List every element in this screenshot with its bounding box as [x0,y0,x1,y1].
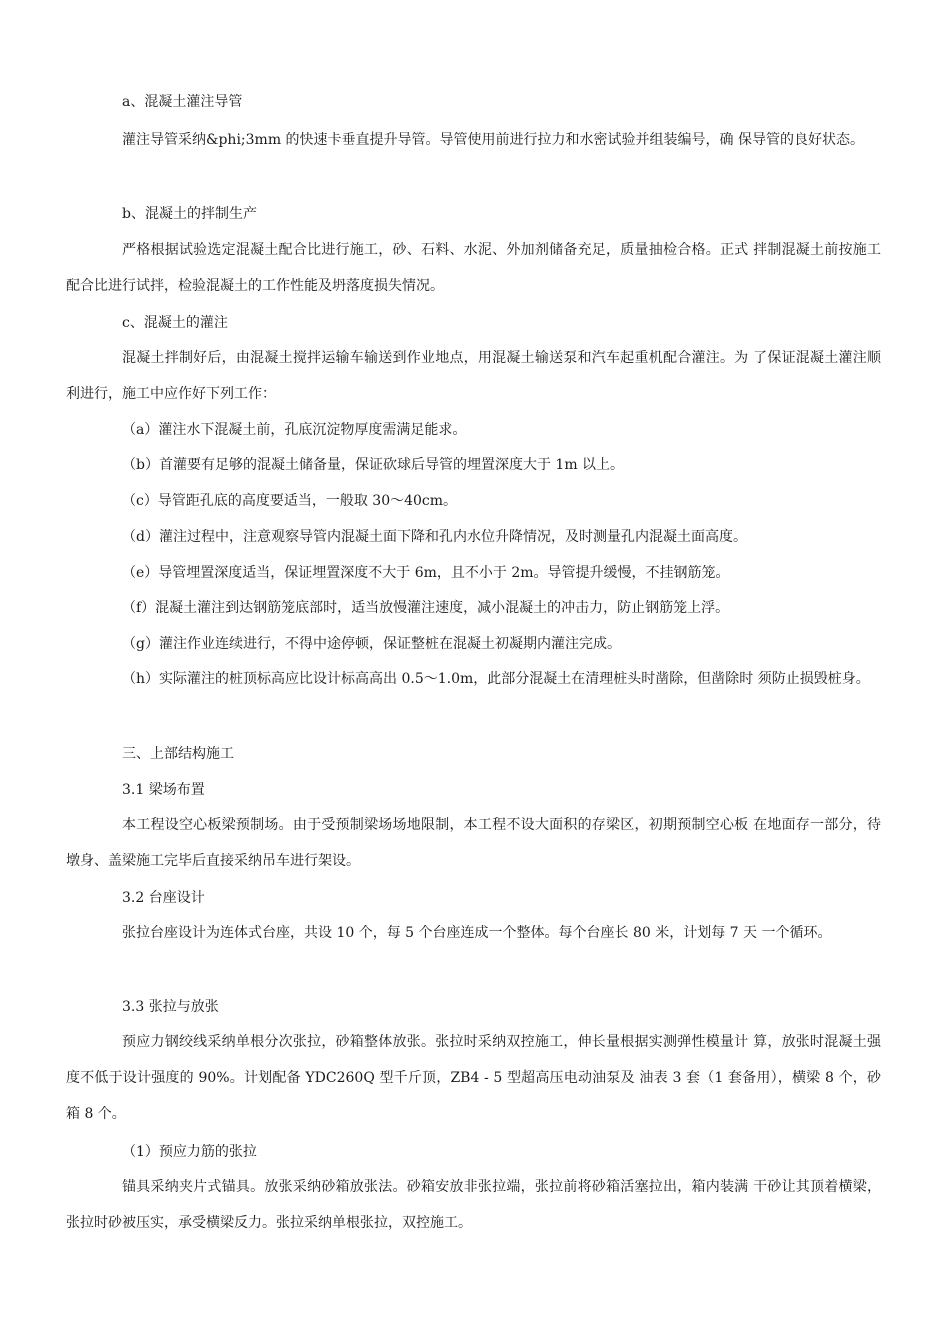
subheading-conduit: a、混凝土灌注导管 [122,94,243,110]
paragraph-pedestal: 张拉台座设计为连体式台座，共设 10 个，每 5 个台座连成一个整体。每个台座长 80 米，计划每 7 天 一个循环。 [122,925,832,941]
list-item-h: （h）实际灌注的桩顶标高应比设计标高高出 0.5〜1.0m，此部分混凝土在清理桩头时凿除，但凿除时 须防止损毁桩身。 [122,671,870,687]
list-item-b: （b）首灌要有足够的混凝土储备量，保证砍球后导管的埋置深度大于 1m 以上。 [122,457,625,473]
paragraph-prestress-tendon: 锚具采纳夹片式锚具。放张采纳砂箱放张法。砂箱安放非张拉端，张拉前将砂箱活塞拉出，箱内装满 干砂让其顶着横梁，张拉时砂被压实，承受横梁反力。张拉采纳单根张拉，双控施工。 [66,1179,881,1231]
paragraph-tensioning: 预应力钢绞线采纳单根分次张拉，砂箱整体放张。张拉时采纳双控施工，伸长量根据实测弹性模量计 算，放张时混凝土强度不低于设计强度的 90%。计划配备 YDC260Q 型千斤顶，ZB4 - 5 型超高压电动油泵及 油表 3 套（1 套备用），横梁 8 个，砂箱 8 个。 [66,1034,881,1122]
list-item-d: （d）灌注过程中，注意观察导管内混凝土面下降和孔内水位升降情况，及时测量孔内混凝土面高度。 [122,529,747,545]
list-item-e: （e）导管埋置深度适当，保证埋置深度不大于 6m，且不小于 2m。导管提升缓慢，不挂钢筋笼。 [122,565,730,581]
paragraph-pouring: 混凝土拌制好后，由混凝土搅拌运输车输送到作业地点，用混凝土输送泵和汽车起重机配合灌注。为 了保证混凝土灌注顺利进行，施工中应作好下列工作： [66,350,881,402]
paragraph-mixing: 严格根据试验选定混凝土配合比进行施工，砂、石料、水泥、外加剂储备充足，质量抽检合格。正式 拌制混凝土前按施工配合比进行试拌，检验混凝土的工作性能及坍落度损失情况。 [66,242,881,294]
list-item-f: （f）混凝土灌注到达钢筋笼底部时，适当放慢灌注速度，减小混凝土的冲击力，防止钢筋笼上浮。 [122,600,730,616]
subheading-pouring: c、混凝土的灌注 [122,315,228,331]
paragraph-beam-yard: 本工程设空心板梁预制场。由于受预制梁场场地限制，本工程不设大面积的存梁区，初期预制空心板 在地面存一部分，待墩身、盖梁施工完毕后直接采纳吊车进行架设。 [66,817,881,869]
paragraph-conduit: 灌注导管采纳&phi;3mm 的快速卡垂直提升导管。导管使用前进行拉力和水密试验并组装编号，确 保导管的良好状态。 [122,132,864,148]
subheading-mixing: b、混凝土的拌制生产 [122,206,257,222]
subheading-prestress-tendon: （1）预应力筋的张拉 [122,1144,257,1160]
list-item-c: （c）导管距孔底的高度要适当，一般取 30〜40cm。 [122,493,458,509]
subheading-pedestal: 3.2 台座设计 [122,890,205,906]
list-item-g: （g）灌注作业连续进行，不得中途停顿，保证整桩在混凝土初凝期内灌注完成。 [122,636,621,652]
list-item-a: （a）灌注水下混凝土前，孔底沉淀物厚度需满足能求。 [122,422,467,438]
subheading-tensioning: 3.3 张拉与放张 [122,999,219,1015]
section-heading-superstructure: 三、上部结构施工 [122,746,234,762]
subheading-beam-yard: 3.1 梁场布置 [122,782,205,798]
